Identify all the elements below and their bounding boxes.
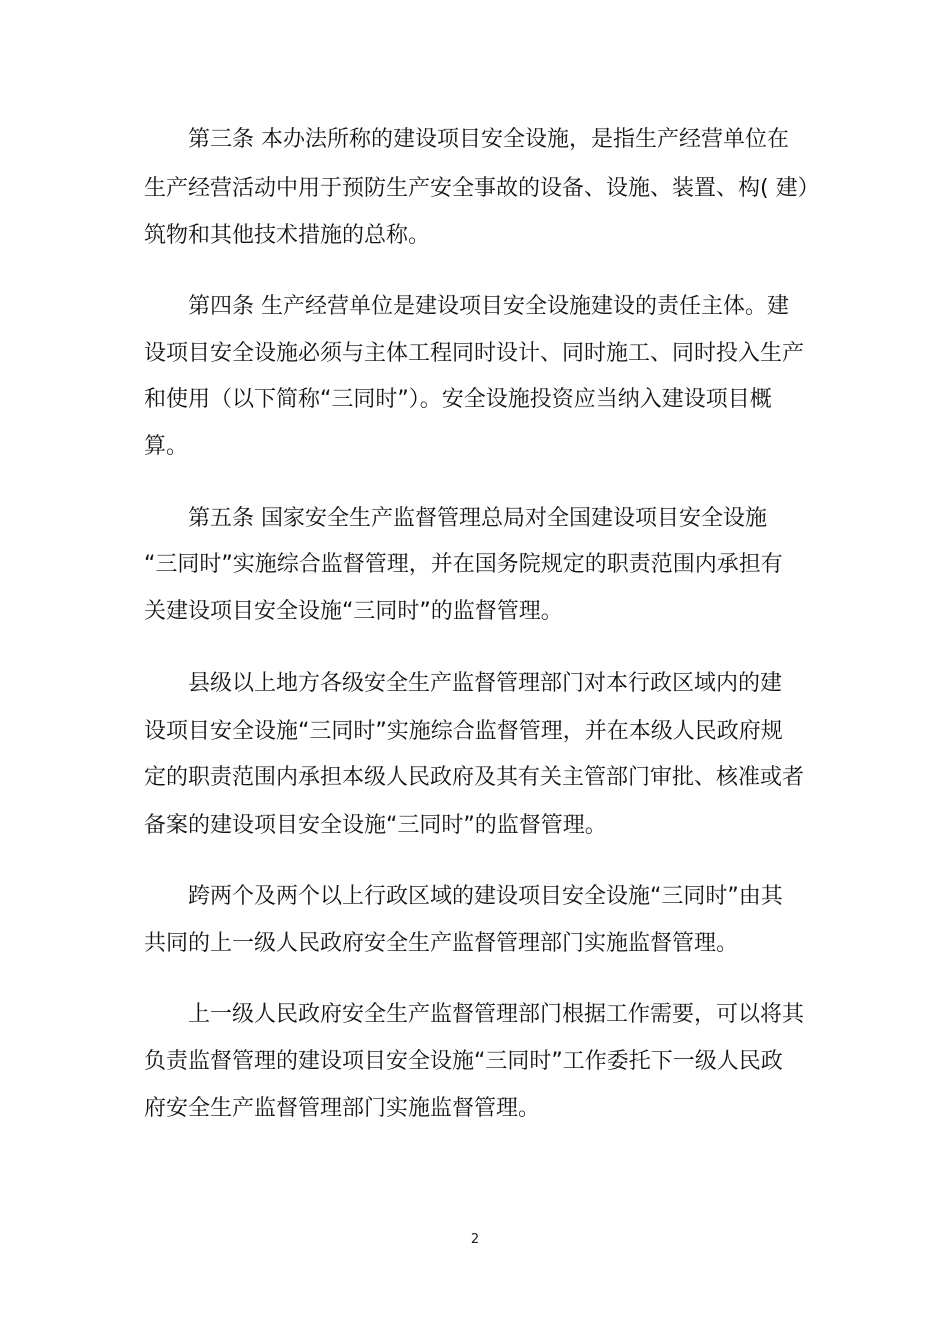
article-5-line-1: 第五条 国家安全生产监督管理总局对全国建设项目安全设施 <box>188 506 767 531</box>
page-number: 2 <box>470 1232 480 1247</box>
article-5-line-3: 关建设项目安全设施“三同时”的监督管理。 <box>144 599 563 624</box>
article-3-line-2: 生产经营活动中用于预防生产安全事故的设备、设施、装置、构( 建） <box>144 176 820 201</box>
article-4-line-2: 设项目安全设施必须与主体工程同时设计、同时施工、同时投入生产 <box>144 341 805 366</box>
article-3-line-3: 筑物和其他技术措施的总称。 <box>144 223 431 248</box>
article-5-line-2: “三同时”实施综合监督管理，并在国务院规定的职责范围内承担有 <box>144 552 783 577</box>
county-paragraph-line-4: 备案的建设项目安全设施“三同时”的监督管理。 <box>144 813 607 838</box>
article-4-line-3: 和使用（以下简称“三同时”）。安全设施投资应当纳入建设项目概 <box>144 387 772 412</box>
cross-region-paragraph-line-2: 共同的上一级人民政府安全生产监督管理部门实施监督管理。 <box>144 931 739 956</box>
county-paragraph-line-3: 定的职责范围内承担本级人民政府及其有关主管部门审批、核准或者 <box>144 765 805 790</box>
county-paragraph-line-1: 县级以上地方各级安全生产监督管理部门对本行政区域内的建 <box>188 671 783 696</box>
county-paragraph-line-2: 设项目安全设施“三同时”实施综合监督管理，并在本级人民政府规 <box>144 719 783 744</box>
article-4-line-4: 算。 <box>144 434 189 459</box>
delegation-paragraph-line-3: 府安全生产监督管理部门实施监督管理。 <box>144 1096 541 1121</box>
delegation-paragraph-line-2: 负责监督管理的建设项目安全设施“三同时”工作委托下一级人民政 <box>144 1049 783 1074</box>
cross-region-paragraph-line-1: 跨两个及两个以上行政区域的建设项目安全设施“三同时”由其 <box>188 884 783 909</box>
article-3-line-1: 第三条 本办法所称的建设项目安全设施，是指生产经营单位在 <box>188 127 789 152</box>
delegation-paragraph-line-1: 上一级人民政府安全生产监督管理部门根据工作需要，可以将其 <box>188 1002 805 1027</box>
article-4-line-1: 第四条 生产经营单位是建设项目安全设施建设的责任主体。建 <box>188 294 789 319</box>
